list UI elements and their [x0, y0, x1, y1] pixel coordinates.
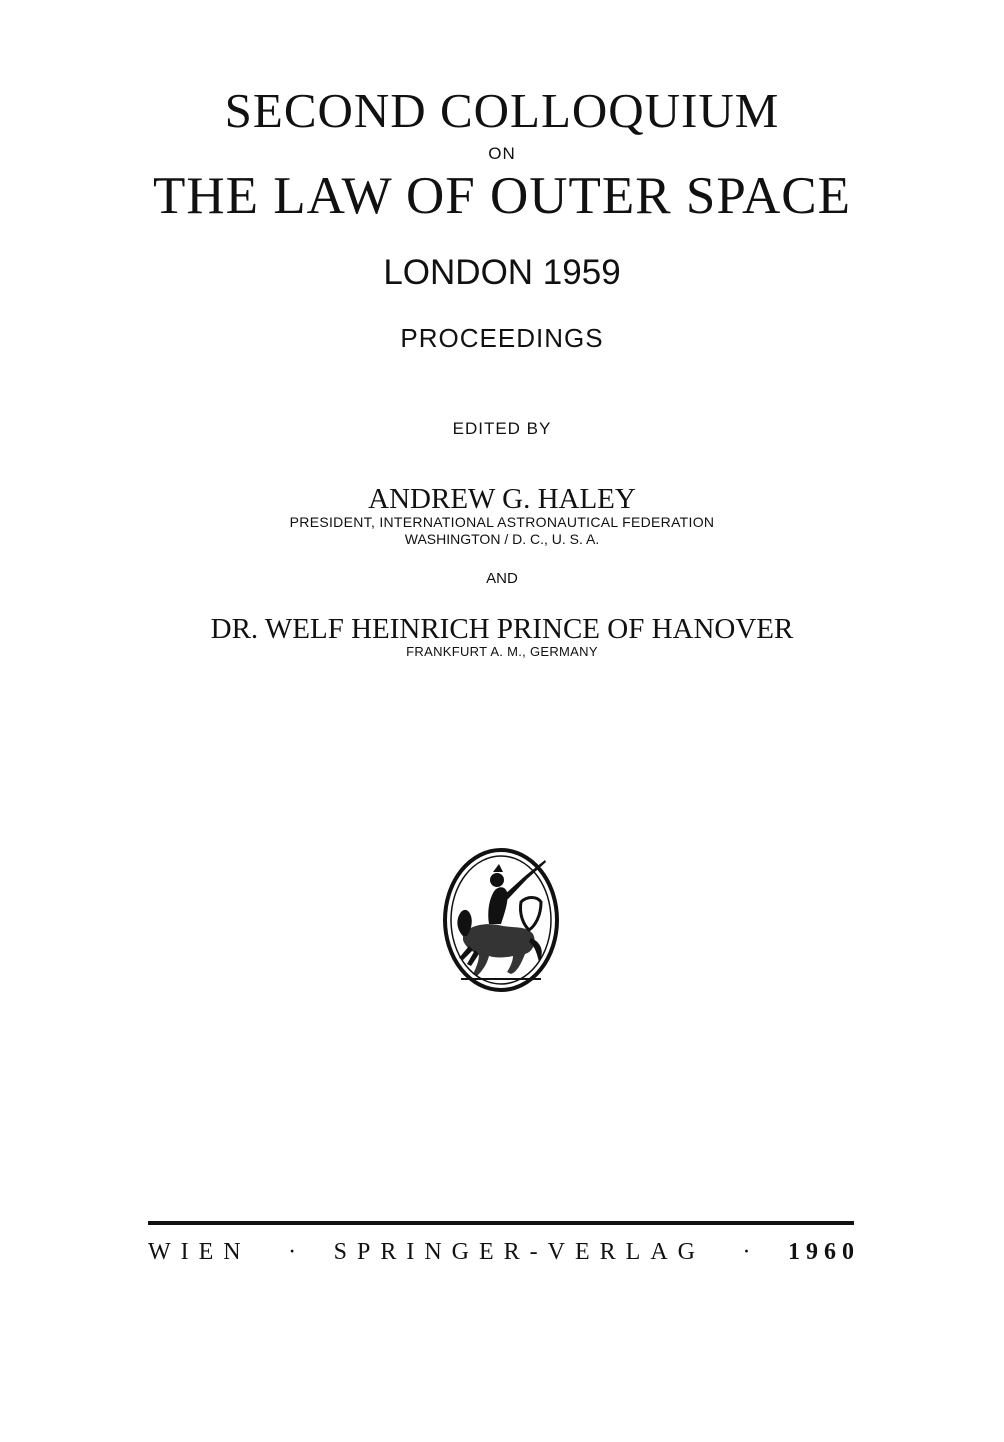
and-connector: AND: [486, 570, 518, 587]
imprint-year: 1960: [787, 1239, 860, 1265]
imprint-publisher: SPRINGER-VERLAG: [333, 1239, 705, 1265]
title-connector: ON: [488, 144, 516, 163]
title-line-1: SECOND COLLOQUIUM: [224, 83, 780, 138]
editor-1-affiliation-line-1: PRESIDENT, INTERNATIONAL ASTRONAUTICAL FEDERATION: [289, 514, 715, 530]
publisher-emblem-icon: [441, 846, 561, 994]
editor-1-affiliation-line-2: WASHINGTON / D. C., U. S. A.: [404, 531, 600, 547]
footer-rule: [148, 1221, 854, 1225]
imprint-separator-2: ·: [742, 1239, 751, 1265]
imprint-separator-1: ·: [288, 1239, 297, 1265]
editor-2-name: DR. WELF HEINRICH PRINCE OF HANOVER: [210, 613, 794, 645]
subtitle: PROCEEDINGS: [400, 323, 604, 353]
editor-2-affiliation: FRANKFURT A. M., GERMANY: [406, 644, 598, 659]
title-line-2: THE LAW OF OUTER SPACE: [153, 167, 851, 225]
imprint-city: WIEN: [148, 1239, 251, 1265]
edited-by-label: EDITED BY: [452, 419, 552, 438]
place-year: LONDON 1959: [383, 253, 621, 292]
editor-1-name: ANDREW G. HALEY: [368, 483, 636, 515]
imprint: [148, 1239, 860, 1265]
